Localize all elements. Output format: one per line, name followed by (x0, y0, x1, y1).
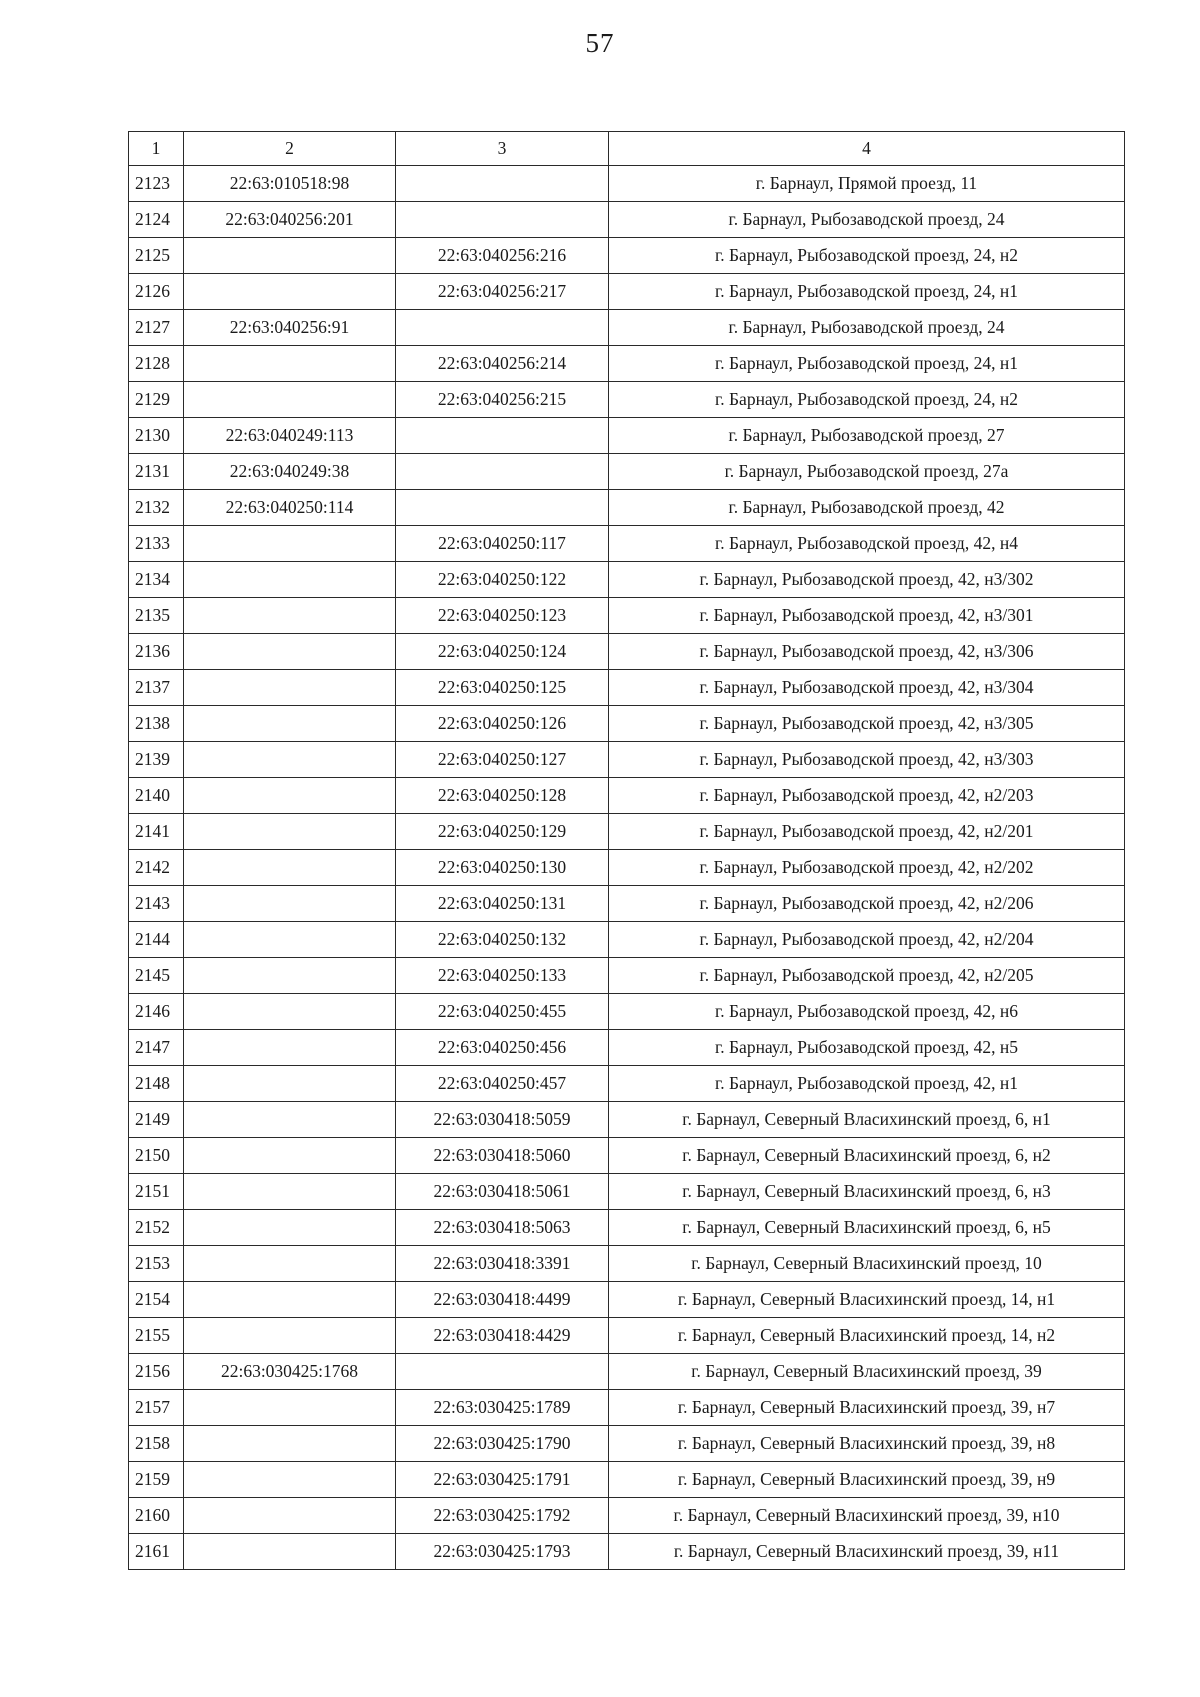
land-cadastral-cell: 22:63:040256:91 (184, 310, 396, 346)
land-cadastral-cell: 22:63:040249:113 (184, 418, 396, 454)
row-number-cell: 2152 (129, 1210, 184, 1246)
table-row (129, 490, 1125, 526)
building-cadastral-cell: 22:63:040250:124 (396, 634, 609, 670)
building-cadastral-cell: 22:63:040256:216 (396, 238, 609, 274)
row-number-cell: 2127 (129, 310, 184, 346)
land-cadastral-cell (184, 1426, 396, 1462)
table-row (129, 1498, 1125, 1534)
building-cadastral-cell: 22:63:040250:123 (396, 598, 609, 634)
land-cadastral-cell (184, 1462, 396, 1498)
address-cell: г. Барнаул, Северный Власихинский проезд, 10 (609, 1246, 1125, 1282)
address-cell: г. Барнаул, Рыбозаводской проезд, 42 (609, 490, 1125, 526)
row-number-cell: 2130 (129, 418, 184, 454)
table-row (129, 1282, 1125, 1318)
land-cadastral-cell (184, 1210, 396, 1246)
table-row (129, 886, 1125, 922)
building-cadastral-cell: 22:63:030425:1789 (396, 1390, 609, 1426)
row-number-cell: 2126 (129, 274, 184, 310)
row-number-cell: 2123 (129, 166, 184, 202)
land-cadastral-cell: 22:63:040250:114 (184, 490, 396, 526)
table-row (129, 274, 1125, 310)
row-number-cell: 2143 (129, 886, 184, 922)
row-number-cell: 2150 (129, 1138, 184, 1174)
header-col-3: 3 (396, 132, 609, 166)
table-row (129, 670, 1125, 706)
table-header (129, 132, 1125, 166)
table-row (129, 526, 1125, 562)
row-number-cell: 2159 (129, 1462, 184, 1498)
building-cadastral-cell: 22:63:040250:455 (396, 994, 609, 1030)
row-number-cell: 2125 (129, 238, 184, 274)
land-cadastral-cell (184, 1498, 396, 1534)
row-number-cell: 2155 (129, 1318, 184, 1354)
address-cell: г. Барнаул, Северный Власихинский проезд, 39, н11 (609, 1534, 1125, 1570)
address-cell: г. Барнаул, Рыбозаводской проезд, 42, н2/206 (609, 886, 1125, 922)
building-cadastral-cell: 22:63:030418:5063 (396, 1210, 609, 1246)
row-number-cell: 2158 (129, 1426, 184, 1462)
address-cell: г. Барнаул, Рыбозаводской проезд, 42, н4 (609, 526, 1125, 562)
address-cell: г. Барнаул, Рыбозаводской проезд, 24, н2 (609, 382, 1125, 418)
table-row (129, 1174, 1125, 1210)
address-cell: г. Барнаул, Рыбозаводской проезд, 24, н1 (609, 346, 1125, 382)
address-cell: г. Барнаул, Рыбозаводской проезд, 42, н2/201 (609, 814, 1125, 850)
land-cadastral-cell (184, 1246, 396, 1282)
row-number-cell: 2148 (129, 1066, 184, 1102)
address-cell: г. Барнаул, Северный Власихинский проезд, 14, н1 (609, 1282, 1125, 1318)
row-number-cell: 2157 (129, 1390, 184, 1426)
land-cadastral-cell (184, 850, 396, 886)
table-row (129, 958, 1125, 994)
building-cadastral-cell: 22:63:030418:5059 (396, 1102, 609, 1138)
land-cadastral-cell: 22:63:040249:38 (184, 454, 396, 490)
address-cell: г. Барнаул, Северный Власихинский проезд, 6, н1 (609, 1102, 1125, 1138)
table-row (129, 814, 1125, 850)
row-number-cell: 2160 (129, 1498, 184, 1534)
table-row (129, 382, 1125, 418)
address-cell: г. Барнаул, Рыбозаводской проезд, 27 (609, 418, 1125, 454)
land-cadastral-cell (184, 1174, 396, 1210)
table-row (129, 1426, 1125, 1462)
address-cell: г. Барнаул, Рыбозаводской проезд, 42, н2/203 (609, 778, 1125, 814)
address-cell: г. Барнаул, Рыбозаводской проезд, 27а (609, 454, 1125, 490)
building-cadastral-cell: 22:63:040250:131 (396, 886, 609, 922)
address-cell: г. Барнаул, Рыбозаводской проезд, 42, н2/202 (609, 850, 1125, 886)
address-cell: г. Барнаул, Рыбозаводской проезд, 42, н3/301 (609, 598, 1125, 634)
header-col-4: 4 (609, 132, 1125, 166)
address-cell: г. Барнаул, Северный Власихинский проезд, 39, н10 (609, 1498, 1125, 1534)
building-cadastral-cell: 22:63:040250:125 (396, 670, 609, 706)
table-row (129, 922, 1125, 958)
land-cadastral-cell (184, 1282, 396, 1318)
row-number-cell: 2149 (129, 1102, 184, 1138)
land-cadastral-cell (184, 382, 396, 418)
row-number-cell: 2132 (129, 490, 184, 526)
row-number-cell: 2144 (129, 922, 184, 958)
building-cadastral-cell: 22:63:040250:127 (396, 742, 609, 778)
building-cadastral-cell: 22:63:030425:1791 (396, 1462, 609, 1498)
table-row (129, 418, 1125, 454)
table-row (129, 850, 1125, 886)
table-row (129, 1102, 1125, 1138)
address-cell: г. Барнаул, Рыбозаводской проезд, 42, н3/303 (609, 742, 1125, 778)
table-row (129, 634, 1125, 670)
table-row (129, 166, 1125, 202)
land-cadastral-cell (184, 814, 396, 850)
building-cadastral-cell (396, 202, 609, 238)
header-col-1: 1 (129, 132, 184, 166)
table-row (129, 1354, 1125, 1390)
row-number-cell: 2141 (129, 814, 184, 850)
building-cadastral-cell: 22:63:040250:122 (396, 562, 609, 598)
land-cadastral-cell (184, 670, 396, 706)
row-number-cell: 2142 (129, 850, 184, 886)
building-cadastral-cell: 22:63:030425:1793 (396, 1534, 609, 1570)
table-row (129, 1138, 1125, 1174)
address-cell: г. Барнаул, Рыбозаводской проезд, 24, н2 (609, 238, 1125, 274)
address-cell: г. Барнаул, Северный Власихинский проезд, 39, н7 (609, 1390, 1125, 1426)
building-cadastral-cell: 22:63:030418:5060 (396, 1138, 609, 1174)
building-cadastral-cell: 22:63:030418:4499 (396, 1282, 609, 1318)
table-row (129, 1246, 1125, 1282)
table-row (129, 1030, 1125, 1066)
building-cadastral-cell: 22:63:030418:4429 (396, 1318, 609, 1354)
land-cadastral-cell (184, 1534, 396, 1570)
table-row (129, 778, 1125, 814)
address-cell: г. Барнаул, Северный Власихинский проезд, 6, н5 (609, 1210, 1125, 1246)
building-cadastral-cell (396, 454, 609, 490)
table-row (129, 454, 1125, 490)
row-number-cell: 2153 (129, 1246, 184, 1282)
table-row (129, 1210, 1125, 1246)
row-number-cell: 2151 (129, 1174, 184, 1210)
land-cadastral-cell (184, 526, 396, 562)
row-number-cell: 2139 (129, 742, 184, 778)
land-cadastral-cell (184, 1390, 396, 1426)
table-body (129, 166, 1125, 1570)
row-number-cell: 2128 (129, 346, 184, 382)
table-row (129, 1534, 1125, 1570)
land-cadastral-cell (184, 274, 396, 310)
row-number-cell: 2156 (129, 1354, 184, 1390)
land-cadastral-cell (184, 706, 396, 742)
address-cell: г. Барнаул, Северный Власихинский проезд, 39, н9 (609, 1462, 1125, 1498)
row-number-cell: 2131 (129, 454, 184, 490)
building-cadastral-cell: 22:63:030418:5061 (396, 1174, 609, 1210)
building-cadastral-cell (396, 166, 609, 202)
building-cadastral-cell (396, 490, 609, 526)
building-cadastral-cell (396, 1354, 609, 1390)
address-cell: г. Барнаул, Рыбозаводской проезд, 24 (609, 202, 1125, 238)
address-cell: г. Барнаул, Рыбозаводской проезд, 42, н5 (609, 1030, 1125, 1066)
table-row (129, 346, 1125, 382)
row-number-cell: 2137 (129, 670, 184, 706)
address-cell: г. Барнаул, Прямой проезд, 11 (609, 166, 1125, 202)
land-cadastral-cell (184, 778, 396, 814)
land-cadastral-cell (184, 958, 396, 994)
address-cell: г. Барнаул, Рыбозаводской проезд, 42, н2/205 (609, 958, 1125, 994)
building-cadastral-cell: 22:63:040250:117 (396, 526, 609, 562)
building-cadastral-cell: 22:63:040250:130 (396, 850, 609, 886)
building-cadastral-cell: 22:63:040250:457 (396, 1066, 609, 1102)
property-registry-table (128, 131, 1125, 1570)
table-row (129, 310, 1125, 346)
table-row (129, 238, 1125, 274)
row-number-cell: 2147 (129, 1030, 184, 1066)
land-cadastral-cell (184, 1102, 396, 1138)
address-cell: г. Барнаул, Рыбозаводской проезд, 42, н3/306 (609, 634, 1125, 670)
table-row (129, 1390, 1125, 1426)
address-cell: г. Барнаул, Северный Власихинский проезд, 6, н3 (609, 1174, 1125, 1210)
row-number-cell: 2136 (129, 634, 184, 670)
land-cadastral-cell (184, 1138, 396, 1174)
table-row (129, 562, 1125, 598)
address-cell: г. Барнаул, Рыбозаводской проезд, 42, н6 (609, 994, 1125, 1030)
row-number-cell: 2129 (129, 382, 184, 418)
building-cadastral-cell: 22:63:040256:217 (396, 274, 609, 310)
building-cadastral-cell: 22:63:040250:132 (396, 922, 609, 958)
building-cadastral-cell: 22:63:040250:128 (396, 778, 609, 814)
land-cadastral-cell (184, 562, 396, 598)
land-cadastral-cell: 22:63:040256:201 (184, 202, 396, 238)
building-cadastral-cell: 22:63:030425:1790 (396, 1426, 609, 1462)
building-cadastral-cell: 22:63:040256:214 (396, 346, 609, 382)
building-cadastral-cell: 22:63:040250:126 (396, 706, 609, 742)
building-cadastral-cell: 22:63:040250:129 (396, 814, 609, 850)
address-cell: г. Барнаул, Северный Власихинский проезд, 39, н8 (609, 1426, 1125, 1462)
land-cadastral-cell (184, 634, 396, 670)
address-cell: г. Барнаул, Рыбозаводской проезд, 42, н2/204 (609, 922, 1125, 958)
row-number-cell: 2134 (129, 562, 184, 598)
address-cell: г. Барнаул, Рыбозаводской проезд, 24 (609, 310, 1125, 346)
land-cadastral-cell (184, 346, 396, 382)
table-row (129, 994, 1125, 1030)
land-cadastral-cell (184, 1066, 396, 1102)
land-cadastral-cell: 22:63:030425:1768 (184, 1354, 396, 1390)
table-row (129, 1462, 1125, 1498)
row-number-cell: 2124 (129, 202, 184, 238)
table-row (129, 742, 1125, 778)
row-number-cell: 2161 (129, 1534, 184, 1570)
building-cadastral-cell: 22:63:040250:133 (396, 958, 609, 994)
building-cadastral-cell (396, 418, 609, 454)
address-cell: г. Барнаул, Рыбозаводской проезд, 42, н3/304 (609, 670, 1125, 706)
land-cadastral-cell (184, 1030, 396, 1066)
table-row (129, 706, 1125, 742)
row-number-cell: 2135 (129, 598, 184, 634)
address-cell: г. Барнаул, Рыбозаводской проезд, 42, н3/302 (609, 562, 1125, 598)
land-cadastral-cell (184, 922, 396, 958)
building-cadastral-cell: 22:63:040250:456 (396, 1030, 609, 1066)
building-cadastral-cell: 22:63:030425:1792 (396, 1498, 609, 1534)
row-number-cell: 2138 (129, 706, 184, 742)
land-cadastral-cell (184, 238, 396, 274)
land-cadastral-cell (184, 742, 396, 778)
building-cadastral-cell: 22:63:040256:215 (396, 382, 609, 418)
address-cell: г. Барнаул, Рыбозаводской проезд, 42, н1 (609, 1066, 1125, 1102)
page-number: 57 (585, 28, 615, 58)
address-cell: г. Барнаул, Северный Власихинский проезд, 6, н2 (609, 1138, 1125, 1174)
row-number-cell: 2133 (129, 526, 184, 562)
row-number-cell: 2146 (129, 994, 184, 1030)
table-row (129, 202, 1125, 238)
address-cell: г. Барнаул, Северный Власихинский проезд, 14, н2 (609, 1318, 1125, 1354)
row-number-cell: 2154 (129, 1282, 184, 1318)
address-cell: г. Барнаул, Рыбозаводской проезд, 24, н1 (609, 274, 1125, 310)
header-col-2: 2 (184, 132, 396, 166)
header-row (129, 132, 1125, 166)
land-cadastral-cell: 22:63:010518:98 (184, 166, 396, 202)
land-cadastral-cell (184, 598, 396, 634)
row-number-cell: 2145 (129, 958, 184, 994)
land-cadastral-cell (184, 1318, 396, 1354)
row-number-cell: 2140 (129, 778, 184, 814)
table-row (129, 1318, 1125, 1354)
building-cadastral-cell (396, 310, 609, 346)
address-cell: г. Барнаул, Северный Власихинский проезд, 39 (609, 1354, 1125, 1390)
land-cadastral-cell (184, 886, 396, 922)
land-cadastral-cell (184, 994, 396, 1030)
table-row (129, 598, 1125, 634)
building-cadastral-cell: 22:63:030418:3391 (396, 1246, 609, 1282)
table-row (129, 1066, 1125, 1102)
address-cell: г. Барнаул, Рыбозаводской проезд, 42, н3/305 (609, 706, 1125, 742)
